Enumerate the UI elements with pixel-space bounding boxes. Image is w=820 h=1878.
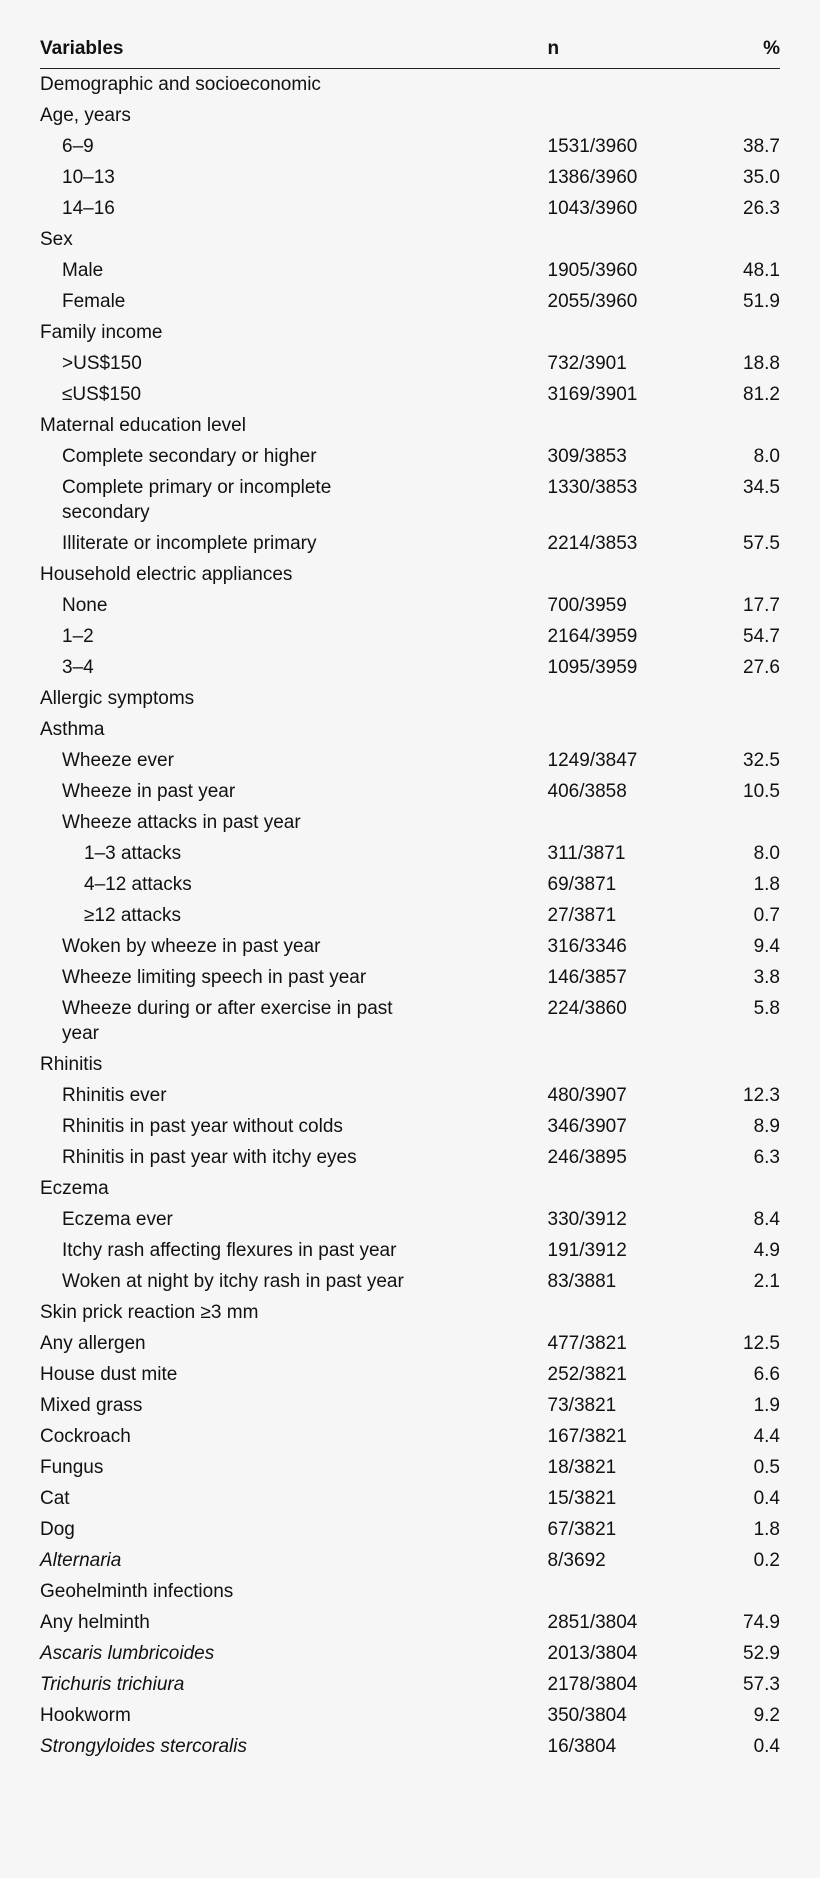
n-value [548, 683, 743, 714]
header-variables: Variables [40, 30, 548, 69]
variable-label: 6–9 [62, 136, 94, 157]
variable-label: Eczema ever [62, 1209, 173, 1230]
n-value: 1043/3960 [547, 198, 638, 219]
percent-value: 35.0 [743, 167, 780, 188]
variable-cell [40, 472, 548, 528]
percent-value [743, 807, 780, 838]
table-row [40, 1576, 780, 1607]
n-value: 27/3871 [547, 905, 617, 926]
variable-label: Woken by wheeze in past year [62, 936, 321, 957]
variable-label: 1–3 attacks [84, 843, 182, 864]
percent-value: 8.0 [753, 843, 780, 864]
n-value: 700/3959 [547, 595, 627, 616]
variable-cell [40, 1328, 548, 1359]
table-row [40, 1731, 780, 1762]
variable-cell [40, 1049, 548, 1080]
variable-cell [40, 714, 548, 745]
percent-value [743, 410, 780, 441]
table-row [40, 621, 780, 652]
table-row [40, 1235, 780, 1266]
percent-value [743, 100, 780, 131]
table-row [40, 472, 780, 528]
variable-cell [40, 1111, 548, 1142]
table-row [40, 1390, 780, 1421]
table-row [40, 993, 780, 1049]
variable-cell [40, 1483, 548, 1514]
table-row [40, 1700, 780, 1731]
variable-label: 14–16 [62, 198, 115, 219]
n-value: 311/3871 [547, 843, 626, 864]
table-row [40, 131, 780, 162]
table-row [40, 807, 780, 838]
variable-label: ≥12 attacks [84, 905, 182, 926]
table-row [40, 255, 780, 286]
percent-value: 27.6 [743, 657, 780, 678]
variable-label: Cat [40, 1488, 70, 1509]
table-row [40, 931, 780, 962]
percent-value: 18.8 [743, 353, 780, 374]
variable-label: 3–4 [62, 657, 94, 678]
percent-value: 0.5 [753, 1457, 780, 1478]
n-value [548, 224, 743, 255]
n-value: 252/3821 [547, 1364, 627, 1385]
variables-table [40, 30, 780, 1762]
percent-value [743, 1297, 780, 1328]
variable-label: Male [62, 260, 104, 281]
table-row [40, 1359, 780, 1390]
n-value [548, 1297, 743, 1328]
n-value [548, 1173, 743, 1204]
n-value: 3169/3901 [547, 384, 638, 405]
variable-cell [40, 317, 548, 348]
variable-label: Trichuris trichiura [40, 1674, 185, 1695]
n-value: 146/3857 [547, 967, 627, 988]
n-value: 224/3860 [547, 998, 627, 1019]
n-value: 2164/3959 [547, 626, 638, 647]
n-value: 1330/3853 [547, 477, 638, 498]
table-row [40, 1545, 780, 1576]
variable-cell [40, 559, 548, 590]
table-row [40, 1049, 780, 1080]
variable-label: Maternal education level [40, 415, 246, 436]
table-row [40, 1142, 780, 1173]
percent-value: 48.1 [743, 260, 780, 281]
variable-cell [40, 1731, 548, 1762]
variable-cell [40, 1638, 548, 1669]
n-value: 73/3821 [547, 1395, 617, 1416]
percent-value: 2.1 [753, 1271, 780, 1292]
variable-label: Wheeze limiting speech in past year [62, 967, 367, 988]
table-row [40, 652, 780, 683]
table-row [40, 100, 780, 131]
n-value [548, 100, 743, 131]
variable-cell [40, 1080, 548, 1111]
variable-label: Rhinitis [40, 1054, 103, 1075]
table-row [40, 1297, 780, 1328]
table-row [40, 683, 780, 714]
variable-cell [40, 1576, 548, 1607]
variable-label: Family income [40, 322, 163, 343]
table-row [40, 348, 780, 379]
variable-cell [40, 993, 548, 1049]
variable-label: Complete secondary or higher [62, 446, 317, 467]
table-row [40, 1111, 780, 1142]
header-percent: % [743, 30, 780, 69]
n-value: 406/3858 [547, 781, 627, 802]
n-value [548, 714, 743, 745]
percent-value: 5.8 [753, 998, 780, 1019]
variable-cell [40, 162, 548, 193]
variable-label: Eczema [40, 1178, 109, 1199]
n-value: 16/3804 [547, 1736, 617, 1757]
table-body [40, 69, 780, 1763]
table-row [40, 441, 780, 472]
percent-value: 51.9 [743, 291, 780, 312]
n-value: 1531/3960 [547, 136, 638, 157]
table-row [40, 224, 780, 255]
n-value: 330/3912 [547, 1209, 627, 1230]
n-value: 732/3901 [547, 353, 627, 374]
table-header-row [40, 30, 780, 69]
table-row [40, 1607, 780, 1638]
n-value [548, 1049, 743, 1080]
percent-value [743, 683, 780, 714]
n-value: 83/3881 [547, 1271, 617, 1292]
table-row [40, 1421, 780, 1452]
n-value: 8/3692 [547, 1550, 606, 1571]
percent-value: 4.4 [753, 1426, 780, 1447]
variable-cell [40, 131, 548, 162]
variable-label: Alternaria [40, 1550, 122, 1571]
variable-label: Sex [40, 229, 73, 250]
variable-cell [40, 621, 548, 652]
table-row [40, 1483, 780, 1514]
variable-label: Skin prick reaction ≥3 mm [40, 1302, 259, 1323]
percent-value: 0.2 [753, 1550, 780, 1571]
n-value [548, 69, 743, 101]
percent-value: 10.5 [743, 781, 780, 802]
variable-label: Complete primary or incomplete secondary [62, 477, 332, 523]
variable-cell [40, 1669, 548, 1700]
variable-cell [40, 255, 548, 286]
table-row [40, 900, 780, 931]
variable-cell [40, 776, 548, 807]
variable-label: Cockroach [40, 1426, 131, 1447]
variable-label: Demographic and socioeconomic [40, 74, 321, 95]
percent-value: 4.9 [753, 1240, 780, 1261]
percent-value: 0.7 [753, 905, 780, 926]
n-value: 1905/3960 [547, 260, 638, 281]
variable-cell [40, 931, 548, 962]
n-value: 2055/3960 [547, 291, 638, 312]
variable-cell [40, 807, 548, 838]
table-row [40, 1669, 780, 1700]
n-value: 480/3907 [547, 1085, 627, 1106]
n-value: 2851/3804 [547, 1612, 638, 1633]
percent-value: 1.9 [753, 1395, 780, 1416]
n-value: 167/3821 [547, 1426, 627, 1447]
percent-value: 81.2 [743, 384, 780, 405]
variable-label: House dust mite [40, 1364, 178, 1385]
percent-value: 57.5 [743, 533, 780, 554]
variable-cell [40, 1607, 548, 1638]
table-row [40, 1452, 780, 1483]
variable-cell [40, 410, 548, 441]
variable-label: Allergic symptoms [40, 688, 195, 709]
table-row [40, 528, 780, 559]
table-row [40, 1173, 780, 1204]
variable-cell [40, 745, 548, 776]
percent-value: 38.7 [743, 136, 780, 157]
variable-label: Wheeze ever [62, 750, 174, 771]
variable-cell [40, 441, 548, 472]
variable-label: Woken at night by itchy rash in past year [62, 1271, 404, 1292]
variable-label: Geohelminth infections [40, 1581, 234, 1602]
percent-value [743, 317, 780, 348]
variable-cell [40, 1700, 548, 1731]
table-row [40, 1080, 780, 1111]
variable-label: Strongyloides stercoralis [40, 1736, 247, 1757]
percent-value: 57.3 [743, 1674, 780, 1695]
variable-label: Asthma [40, 719, 105, 740]
n-value: 316/3346 [547, 936, 627, 957]
percent-value: 8.9 [753, 1116, 780, 1137]
variable-cell [40, 69, 548, 101]
n-value: 346/3907 [547, 1116, 627, 1137]
table-row [40, 1328, 780, 1359]
percent-value [743, 69, 780, 101]
variable-label: Any allergen [40, 1333, 146, 1354]
n-value: 18/3821 [547, 1457, 617, 1478]
percent-value [743, 559, 780, 590]
n-value: 309/3853 [547, 446, 627, 467]
variable-cell [40, 869, 548, 900]
variable-label: Rhinitis ever [62, 1085, 167, 1106]
table-row [40, 838, 780, 869]
percent-value: 1.8 [753, 1519, 780, 1540]
n-value: 15/3821 [547, 1488, 617, 1509]
percent-value: 8.4 [753, 1209, 780, 1230]
variable-label: Household electric appliances [40, 564, 293, 585]
percent-value: 52.9 [743, 1643, 780, 1664]
variable-label: 4–12 attacks [84, 874, 192, 895]
percent-value: 17.7 [743, 595, 780, 616]
n-value: 350/3804 [547, 1705, 627, 1726]
table-row [40, 869, 780, 900]
table-row [40, 776, 780, 807]
variable-cell [40, 1545, 548, 1576]
table-row [40, 1514, 780, 1545]
n-value [548, 559, 743, 590]
variable-cell [40, 1266, 548, 1297]
percent-value: 6.3 [753, 1147, 780, 1168]
variable-label: 10–13 [62, 167, 115, 188]
table-row [40, 162, 780, 193]
n-value: 69/3871 [547, 874, 617, 895]
header-n: n [548, 30, 743, 69]
percent-value [743, 1576, 780, 1607]
n-value: 2178/3804 [547, 1674, 638, 1695]
n-value: 67/3821 [547, 1519, 617, 1540]
variable-cell [40, 1235, 548, 1266]
percent-value: 8.0 [753, 446, 780, 467]
variable-cell [40, 1390, 548, 1421]
variable-label: Any helminth [40, 1612, 150, 1633]
variable-cell [40, 1204, 548, 1235]
n-value: 2013/3804 [547, 1643, 638, 1664]
n-value [548, 807, 743, 838]
variable-cell [40, 962, 548, 993]
percent-value: 3.8 [753, 967, 780, 988]
table-row [40, 1638, 780, 1669]
n-value: 1249/3847 [547, 750, 638, 771]
variable-cell [40, 193, 548, 224]
variable-label: Ascaris lumbricoides [40, 1643, 215, 1664]
variable-label: Rhinitis in past year without colds [62, 1116, 343, 1137]
variable-label: Dog [40, 1519, 75, 1540]
percent-value: 9.2 [753, 1705, 780, 1726]
variable-label: Hookworm [40, 1705, 131, 1726]
variable-label: Itchy rash affecting flexures in past year [62, 1240, 397, 1261]
percent-value: 6.6 [753, 1364, 780, 1385]
n-value: 1095/3959 [547, 657, 638, 678]
percent-value [743, 224, 780, 255]
variable-label: >US$150 [62, 353, 142, 374]
n-value [548, 317, 743, 348]
variable-cell [40, 652, 548, 683]
table-row [40, 714, 780, 745]
variable-label: Age, years [40, 105, 131, 126]
percent-value: 12.5 [743, 1333, 780, 1354]
percent-value: 1.8 [753, 874, 780, 895]
n-value: 246/3895 [547, 1147, 627, 1168]
variable-cell [40, 1173, 548, 1204]
variable-label: Wheeze during or after exercise in past year [62, 998, 393, 1044]
variable-cell [40, 1359, 548, 1390]
table-row [40, 1266, 780, 1297]
variable-label: ≤US$150 [62, 384, 142, 405]
table-row [40, 193, 780, 224]
n-value: 1386/3960 [547, 167, 638, 188]
percent-value: 0.4 [753, 1488, 780, 1509]
variable-label: Illiterate or incomplete primary [62, 533, 317, 554]
variable-cell [40, 1142, 548, 1173]
variable-cell [40, 379, 548, 410]
percent-value: 12.3 [743, 1085, 780, 1106]
variable-cell [40, 1452, 548, 1483]
percent-value: 34.5 [743, 477, 780, 498]
n-value [548, 1576, 743, 1607]
percent-value: 74.9 [743, 1612, 780, 1633]
variable-label: Mixed grass [40, 1395, 143, 1416]
table-row [40, 962, 780, 993]
n-value: 191/3912 [547, 1240, 627, 1261]
table-row [40, 559, 780, 590]
table-row [40, 317, 780, 348]
percent-value [743, 1049, 780, 1080]
variable-cell [40, 1514, 548, 1545]
percent-value: 32.5 [743, 750, 780, 771]
n-value: 477/3821 [547, 1333, 627, 1354]
variable-cell [40, 286, 548, 317]
variable-cell [40, 1421, 548, 1452]
variable-label: None [62, 595, 108, 616]
variable-cell [40, 900, 548, 931]
table-row [40, 590, 780, 621]
percent-value: 9.4 [753, 936, 780, 957]
variable-cell [40, 683, 548, 714]
table-row [40, 1204, 780, 1235]
percent-value [743, 714, 780, 745]
variable-cell [40, 590, 548, 621]
variable-cell [40, 348, 548, 379]
table-row [40, 410, 780, 441]
n-value: 2214/3853 [547, 533, 638, 554]
table-row [40, 286, 780, 317]
table-row [40, 745, 780, 776]
table-row [40, 69, 780, 101]
variable-cell [40, 1297, 548, 1328]
variable-label: Wheeze attacks in past year [62, 812, 301, 833]
variable-label: Rhinitis in past year with itchy eyes [62, 1147, 357, 1168]
n-value [548, 410, 743, 441]
variable-cell [40, 838, 548, 869]
variable-label: 1–2 [62, 626, 94, 647]
variable-cell [40, 224, 548, 255]
percent-value: 54.7 [743, 626, 780, 647]
variable-cell [40, 528, 548, 559]
variable-label: Fungus [40, 1457, 104, 1478]
percent-value [743, 1173, 780, 1204]
percent-value: 26.3 [743, 198, 780, 219]
table-row [40, 379, 780, 410]
variable-label: Wheeze in past year [62, 781, 236, 802]
variable-cell [40, 100, 548, 131]
variable-label: Female [62, 291, 126, 312]
percent-value: 0.4 [753, 1736, 780, 1757]
